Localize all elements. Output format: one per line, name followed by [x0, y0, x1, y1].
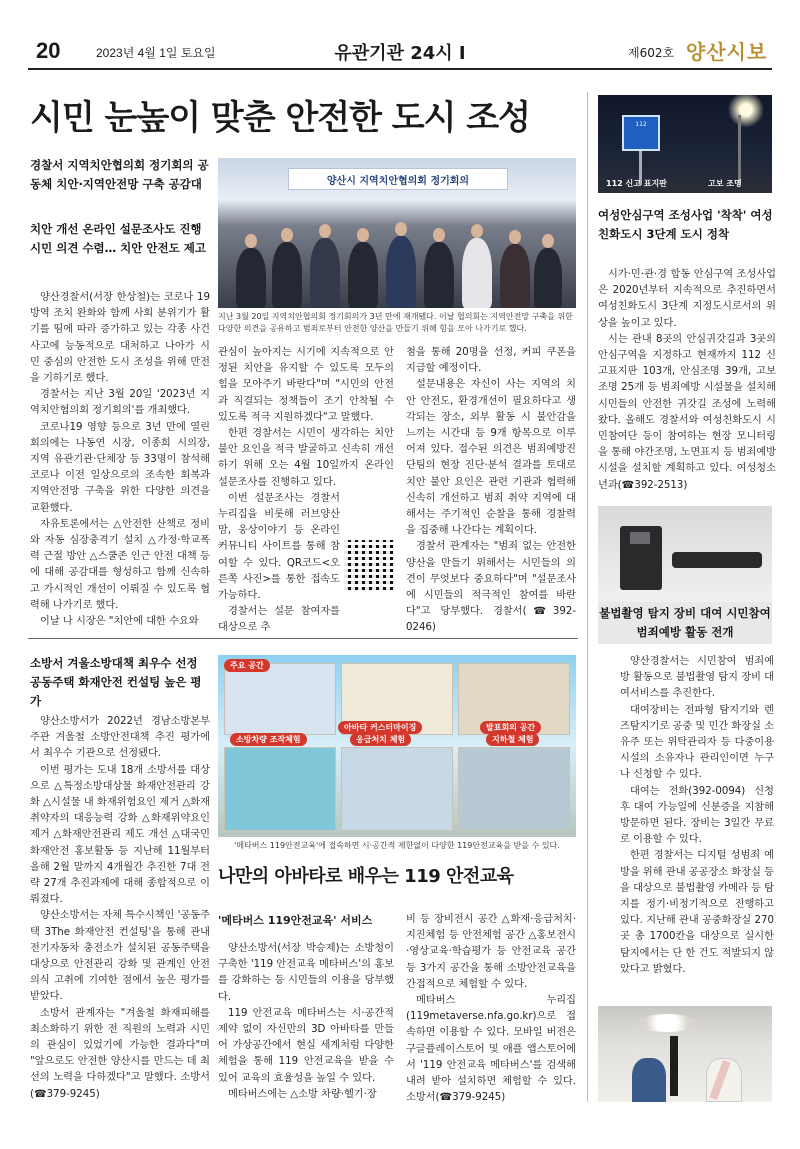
paragraph: 소방서 관계자는 "겨울철 화재피해를 최소화하기 위한 전 직원의 노력과 시민의 관심이 있었기에 가능한 결과다"며 "앞으로도 안전한 양산시를 만드는 데 최선의 노력을 다하겠다"고 말했다. 소방서(☎379-9245)	[30, 1007, 210, 1100]
paragraph: 경찰서는 설문 참여자를 대상으로 추	[218, 606, 340, 634]
paragraph: 한편 경찰서는 시민이 생각하는 치안 불안 요인을 적극 발굴하고 신속히 개선하기 위해 오는 4월 10일까지 온라인 설문조사를 진행하고 있다.	[218, 428, 394, 488]
paragraph: 시는 관내 8곳의 안심귀갓길과 3곳의 안심구역을 지정하고 현재까지 112 신고표지판 103개, 안심조명 39개, 고보조명 25개 등 범죄예방 시설물을 설치해 시민들의 안전한 귀갓길 조성에 노력해 왔다. 올해도 경찰서와 여성친화도시 시민참여단 등이 참여하는 현장 모니터링을 통해 야간조명, 노면표지 등 범죄예방시설을 설치할 계획하고 있다. 여성청소년과(☎392-2513)	[598, 333, 776, 491]
page-number: 20	[36, 38, 61, 63]
paragraph: 시가·민·관·경 합동 안심구역 조성사업은 2020년부터 지속적으로 추진하면서 여성친화도시 3단계 지정도시로서의 위상을 높이고 있다.	[598, 269, 776, 329]
section-divider	[28, 638, 578, 639]
right1-body	[598, 267, 776, 494]
detector-equipment-photo	[598, 506, 772, 602]
photo-label: 고보 조명	[708, 179, 742, 188]
article1-column-3	[406, 345, 576, 637]
photo-label: 112 신고 표지판	[606, 179, 667, 188]
detector-device	[672, 552, 762, 568]
paragraph: 비 등 장비전시 공간 △화재·응급처치·지진체험 등 안전체험 공간 △홍보전시·영상교육·학습평가 등 안전교육 공간 등 3가지 공간을 통해 소방안전교육을 간접적으로 체험할 수 있다.	[406, 914, 576, 990]
article1-subheadline-1: 경찰서 지역치안협의회 정기회의 공동체 치안·지역안전망 구축 공감대	[30, 158, 209, 191]
article3-subheadline: '메타버스 119안전교육' 서비스	[218, 914, 373, 927]
article1-column-1	[30, 290, 210, 630]
paragraph: 경찰서는 지난 3월 20일 '2023년 지역치안협의회 정기회의'를 개최했다.	[30, 389, 210, 417]
zone-tag: 주요 공간	[224, 659, 270, 672]
article1-column-2	[218, 345, 394, 637]
officer-figure	[632, 1058, 666, 1102]
column-divider	[587, 92, 588, 1102]
article3-title: 나만의 아바타로 배우는 119 안전교육	[218, 866, 514, 887]
right1-subheadline: 여성안심구역 조성사업 '착착' 여성친화도시 3단계 도시 정착	[598, 208, 773, 241]
detector-device	[620, 526, 662, 590]
article2-column-1	[30, 714, 210, 1103]
article2-subheadline: 소방서 겨울소방대책 최우수 선정 공동주택 화재안전 컨설팅 높은 평가	[30, 656, 202, 708]
section-title: 유관기관 24시 Ⅰ	[334, 43, 466, 64]
group-people	[230, 208, 564, 308]
meeting-banner: 양산시 지역치안협의회 정기회의	[288, 168, 508, 190]
zone-tag: 소방차량 조작체험	[230, 733, 307, 746]
article3-column-2	[406, 912, 576, 1106]
right2-body	[620, 654, 774, 978]
masthead-logo: 양산시보	[686, 40, 768, 64]
paragraph: 경찰서 관계자는 "범죄 없는 안전한 양산을 만들기 위해서는 시민들의 의견이 무엇보다 중요하다"며 "설문조사에 시민들의 적극적인 참여를 바란다"고 당부했다. 경찰서(☎392-0246)	[406, 541, 576, 634]
paragraph: 양산경찰서는 시민참여 범죄예방 활동으로 불법촬영 탐지 장비 대여서비스를 추진한다.	[620, 656, 774, 700]
paragraph: 이번 설문조사는 경찰서 누리집을 비롯해 러브양산맘, 웅상이야기 등 온라인 커뮤니티 사이트를 통해 참여할 수 있다. QR코드<오른쪽 사진>를 통한 접속도 가능하다.	[218, 492, 340, 602]
paragraph: 양산소방서는 자체 특수시책인 '공동주택 3The 화재안전 컨설팅'을 통해 관내 전기자동차 충전소가 설치된 공동주택을 대상으로 안전관리 강화 및 관계인 안전의식 고취에 기여한 점에서 높은 평가를 받았다.	[30, 910, 210, 1003]
right2-subheadline: 불법촬영 탐지 장비 대여 시민참여 범죄예방 활동 전개	[599, 606, 771, 639]
paragraph: 관심이 높아지는 시기에 지속적으로 안정된 치안을 유지할 수 있도록 모두의 힘을 모아주기 바란다"며 "시민의 안전과 직결되는 정책들이 조기 안착될 수 있도록 적극 지원하겠다"고 말했다.	[218, 347, 394, 423]
metaverse-photo-caption: '메타버스 119안전교육'에 접속하면 시·공간적 제한없이 다양한 119안전교육을 받을 수 있다.	[234, 841, 560, 850]
zone-tag: 발표회의 공간	[480, 721, 541, 734]
survey-qr-code[interactable]	[344, 540, 394, 590]
paragraph: 한편 경찰서는 디지털 성범죄 예방을 위해 관내 공공장소 화장실 등을 대상으로 불법촬영 카메라 등 탐지를 정기·비정기적으로 진행하고 있다. 지난해 관내 공중화장실 270곳 총 1700칸을 대상으로 실시한 탐지에서는 단 한 건도 적발되지 않았다고 밝혔다.	[620, 850, 774, 975]
report-sign: 112	[622, 115, 660, 151]
zone-tag: 지하철 체험	[486, 733, 539, 746]
paragraph: 코로나19 영향 등으로 3년 만에 열린 회의에는 나동연 시장, 이종희 시의장, 지역 유관기관·단체장 등 33명이 참석해 코로나 이전 일상으로의 조속한 회복과 지역안전망 구축을 위한 다양한 의견을 교환했다.	[30, 421, 210, 514]
page-header	[0, 0, 800, 72]
paragraph: 이번 평가는 도내 18개 소방서를 대상으로 △특정소방대상물 화재안전관리 강화 △시설물 내 화재위험요인 제거 △화재취약자의 대응능력 강화 △화재위약요인 제거 △화재안전관리 제도 개선 △대국민 화재안전 홍보활동 등 지난해 11월부터 올해 2월 말까지 4개월간 추진한 7대 전략 27개 추진과제에 대해 종합적으로 이뤄졌다.	[30, 764, 210, 906]
restroom-inspection-photo	[598, 1006, 772, 1102]
header-rule	[28, 68, 772, 70]
zone-tag: 응급처치 체험	[350, 733, 411, 746]
ceiling-light	[638, 1014, 696, 1032]
right2-heading-box	[598, 602, 772, 644]
paragraph: 첨을 통해 20명을 선정, 커피 쿠폰을 지급할 예정이다.	[406, 347, 576, 375]
paragraph: 대여장비는 전파형 탐지기와 렌즈탐지기로 공중 및 민간 화장실 소유주 또는 위탁관리자 등 다중이용시설의 소유자나 관리인이면 누구나 신청할 수 있다.	[620, 704, 774, 781]
paragraph: 119 안전교육 메타버스는 시·공간적 제약 없이 자신만의 3D 아바타를 만들어 가상공간에서 현실 세계처럼 다양한 체험을 통해 119 안전교육을 받을 수 있어 교육의 효율성을 높일 수 있다.	[218, 1007, 394, 1084]
paragraph: 이날 나 시장은 "치안에 대한 수요와	[40, 616, 199, 628]
safety-signage-photo	[598, 95, 772, 193]
council-meeting-photo	[218, 158, 576, 308]
article1-subheadline-2: 치안 개선 온라인 설문조사도 진행 시민 의견 수렴… 치안 안전도 제고	[30, 222, 206, 255]
paragraph: 양산소방서(서장 박승제)는 소방청이 구축한 '119 안전교육 메타버스'의 홍보를 강화하는 등 시민들의 이용을 당부했다.	[218, 943, 394, 1003]
article3-column-1	[218, 941, 394, 1103]
paragraph: 메타버스에는 △소방 차량·헬기·장	[228, 1088, 377, 1100]
issue-date: 2023년 4월 1일 토요일	[96, 46, 216, 60]
paragraph: 대여는 전화(392-0094) 신청 후 대여 가능일에 신분증을 지참해 방문하면 된다. 장비는 3일간 무료로 이용할 수 있다.	[620, 785, 774, 846]
paragraph: 설문내용은 자신이 사는 지역의 치안 안전도, 환경개선이 필요하다고 생각되는 장소, 외부 활동 시 불안감을 느끼는 시간대 등 9개 항목으로 이루어져 있다. 접수된 의견은 범죄예방진단팀의 현장 진단·분석 결과를 토대로 치안 불안 요인은 관련 기관과 협력해 신속히 개선하고 범죄 취약 지역에 대해서는 주기적인 순찰을 통해 경찰력을 집중해 나간다는 계획이다.	[406, 379, 576, 537]
main-headline: 시민 눈높이 맞춘 안전한 도시 조성	[30, 98, 530, 138]
paragraph: 메타버스 누리집(119metaverse.nfa.go.kr)으로 접속하면 이용할 수 있다. 모바일 버전은 구글플레이스토어 및 애플 앱스토어에서 '119 안전교육 메타버스'를 검색해 내려 받아 설치하면 체험할 수 있다. 소방서(☎379-9245)	[406, 995, 576, 1104]
paragraph: 양산소방서가 2022년 경남소방본부 주관 겨울철 소방안전대책 추진 평가에서 최우수 기관으로 선정됐다.	[30, 716, 210, 760]
council-photo-caption: 지난 3월 20일 지역치안협의회 정기회의가 3년 만에 재개됐다. 이날 협의회는 지역안전망 구축을 위한 다양한 의견을 공유하고 범죄로부터 안전한 양산을 만들기 위해 힘을 모아 나가기로 했다.	[218, 312, 573, 333]
paragraph: 자유토론에서는 △안전한 산책로 정비와 자동 심장충격기 설치 △가정·학교폭력 근절 방안 △스쿨존 인근 안전 대책 등에 대해 공감대를 형성하고 함께 신속하고 가시적인 개선이 이뤄질 수 있도록 협력해 나가기로 했다.	[30, 518, 210, 611]
metaverse-education-photo	[218, 655, 576, 837]
zone-tag: 아바타 커스터마이징	[338, 721, 422, 734]
paragraph: 양산경찰서(서장 한상철)는 코로나 19 방역 조치 완화와 함께 사회 분위기가 활기를 띰에 따라 증가하고 있는 각종 사건사고에 능동적으로 대처하고 나아가 시민 중심의 안전한 도시 조성을 위해 만전을 기하기로 했다.	[30, 292, 210, 385]
issue-number: 제602호	[628, 46, 675, 60]
